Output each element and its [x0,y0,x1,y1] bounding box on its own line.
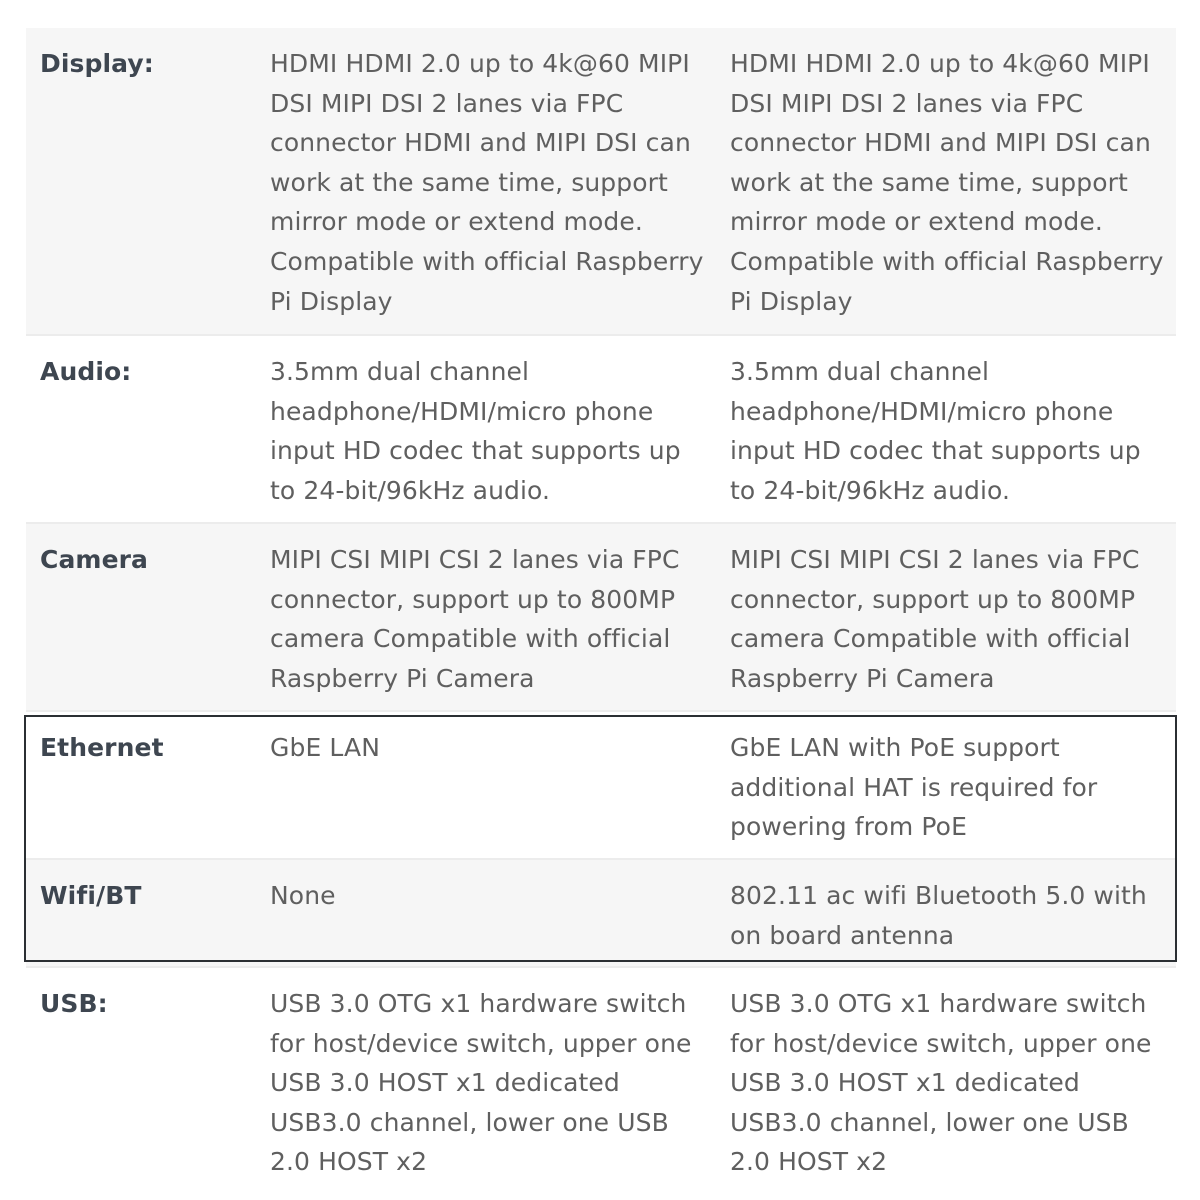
spec-value-board-b: MIPI CSI MIPI CSI 2 lanes via FPC connector, support up to 800MP camera Compatible with official Raspberry Pi Camera [730,545,1140,693]
spec-value-board-a: GbE LAN [270,733,380,762]
spec-table [26,28,1176,1188]
row-label: Audio: [40,357,132,386]
spec-value-board-b: HDMI HDMI 2.0 up to 4k@60 MIPI DSI MIPI DSI 2 lanes via FPC connector HDMI and MIPI DSI can work at the same time, support mirror mode or extend mode. Compatible with official Raspberry Pi Display [730,49,1164,316]
spec-value-board-a: MIPI CSI MIPI CSI 2 lanes via FPC connector, support up to 800MP camera Compatible with official Raspberry Pi Camera [270,545,680,693]
table-row-wifi-bt [26,860,1176,968]
spec-value-board-a: 3.5mm dual channel headphone/HDMI/micro phone input HD codec that supports up to 24-bit/96kHz audio. [270,357,681,505]
table-row-camera [26,524,1176,712]
table-row-usb [26,968,1176,1188]
row-label: Camera [40,545,149,574]
spec-value-board-a: USB 3.0 OTG x1 hardware switch for host/device switch, upper one USB 3.0 HOST x1 dedicated USB3.0 channel, lower one USB 2.0 HOST x2 [270,989,692,1177]
row-label: USB: [40,989,108,1018]
spec-value-board-b: 3.5mm dual channel headphone/HDMI/micro phone input HD codec that supports up to 24-bit/96kHz audio. [730,357,1141,505]
spec-value-board-a: HDMI HDMI 2.0 up to 4k@60 MIPI DSI MIPI DSI 2 lanes via FPC connector HDMI and MIPI DSI can work at the same time, support mirror mode or extend mode. Compatible with official Raspberry Pi Display [270,49,704,316]
row-label: Wifi/BT [40,881,142,910]
spec-value-board-b: 802.11 ac wifi Bluetooth 5.0 with on board antenna [730,881,1147,950]
row-label: Display: [40,49,154,78]
table-row-ethernet [26,712,1176,860]
spec-value-board-b: GbE LAN with PoE support additional HAT is required for powering from PoE [730,733,1098,842]
table-row-display [26,28,1176,336]
spec-value-board-a: None [270,881,336,910]
table-row-audio [26,336,1176,524]
row-label: Ethernet [40,733,164,762]
spec-value-board-b: USB 3.0 OTG x1 hardware switch for host/device switch, upper one USB 3.0 HOST x1 dedicated USB3.0 channel, lower one USB 2.0 HOST x2 [730,989,1152,1177]
